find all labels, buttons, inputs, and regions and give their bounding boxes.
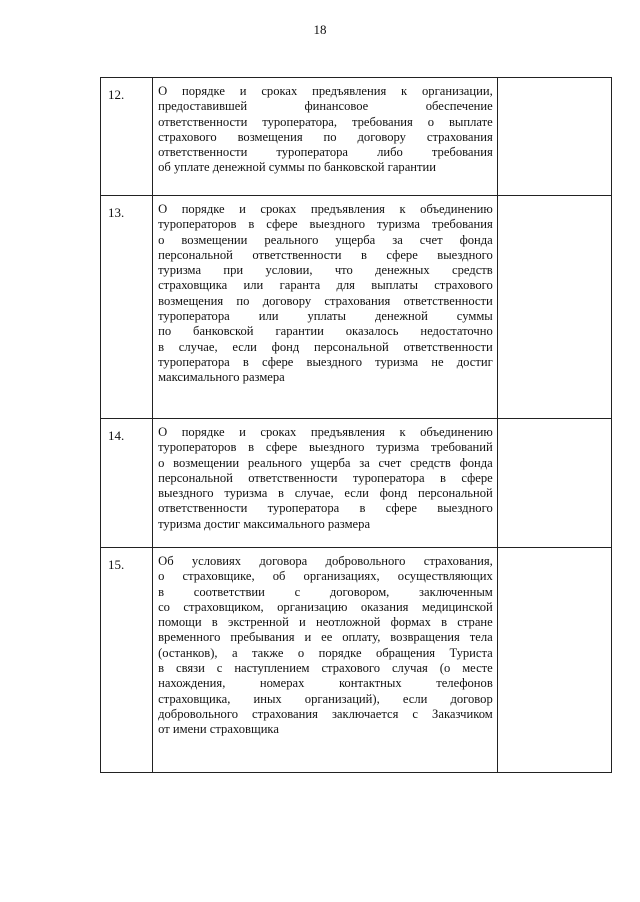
text-line: (останков), а также о порядке обращения Туриста <box>158 645 493 660</box>
text-line: максимального размера <box>158 370 285 385</box>
text-line: помощи в экстренной и неотложной формах в стране <box>158 615 493 630</box>
text-line: страховщика, иных организаций), если договор <box>158 691 493 706</box>
text-line: ответственности туроператора в сфере выездного <box>158 501 493 516</box>
text-line: О порядке и сроках предъявления к объединению <box>158 202 493 216</box>
text-line: персональной ответственности туроператора в сфере <box>158 470 493 485</box>
page-number: 18 <box>313 22 327 37</box>
text-line: предоставившей финансовое обеспечение <box>158 99 493 114</box>
table-row <box>101 548 612 773</box>
text-line: выездного туризма в случае, если фонд персональной <box>158 486 493 501</box>
row-text <box>153 196 498 419</box>
text-line: возмещения по договору страхования ответственности <box>158 293 493 308</box>
row-number: 14. <box>101 419 153 548</box>
text-line: туризма достиг максимального размера <box>158 516 371 531</box>
row-number: 12. <box>101 78 153 196</box>
text-line: ответственности туроператора либо требования <box>158 145 493 160</box>
row-text <box>153 78 498 196</box>
text-line: о страховщике, об организациях, осуществляющих <box>158 569 493 584</box>
document-table <box>100 77 612 773</box>
table-row <box>101 419 612 548</box>
text-line: добровольного страхования заключается с Заказчиком <box>158 706 493 721</box>
row-number: 13. <box>101 196 153 419</box>
table-row <box>101 196 612 419</box>
text-line: со страховщиком, организацию оказания медицинской <box>158 599 493 614</box>
text-line: О порядке и сроках предъявления к организации, <box>158 84 493 98</box>
empty-cell <box>497 196 611 419</box>
text-line: в соответствии с договором, заключенным <box>158 584 493 599</box>
table-row <box>101 78 612 196</box>
text-line: о возмещении реального ущерба за счет фонда <box>158 232 493 247</box>
text-line: туроператоров в сфере выездного туризма требований <box>158 440 493 455</box>
text-line: туроператора в сфере выездного туризма не достиг <box>158 354 493 369</box>
text-line: ответственности туроператора, требования о выплате <box>158 114 493 129</box>
table-body <box>101 78 612 773</box>
empty-cell <box>497 419 611 548</box>
text-line: нахождения, номерах контактных телефонов <box>158 676 493 691</box>
empty-cell <box>497 78 611 196</box>
text-line: от имени страховщика <box>158 722 279 737</box>
text-line: страховщика или гаранта для выплаты страхового <box>158 278 493 293</box>
row-number: 15. <box>101 548 153 773</box>
text-line: О порядке и сроках предъявления к объединению <box>158 425 493 439</box>
text-line: об уплате денежной суммы по банковской гарантии <box>158 160 437 175</box>
text-line: персональной ответственности в сфере выездного <box>158 247 493 262</box>
row-text <box>153 419 498 548</box>
text-line: о возмещении реального ущерба за счет средств фонда <box>158 455 493 470</box>
text-line: туроператора или уплаты денежной суммы <box>158 309 493 324</box>
text-line: страхового возмещения по договору страхования <box>158 129 493 144</box>
text-line: временного пребывания и ее оплату, возвращения тела <box>158 630 493 645</box>
empty-cell <box>497 548 611 773</box>
text-line: туризма при условии, что денежных средств <box>158 263 493 278</box>
text-line: туроператоров в сфере выездного туризма требования <box>158 217 493 232</box>
text-line: по банковской гарантии оказалось недостаточно <box>158 324 493 339</box>
text-line: Об условиях договора добровольного страхования, <box>158 554 493 568</box>
text-line: в случае, если фонд персональной ответственности <box>158 339 493 354</box>
text-line: в связи с наступлением страхового случая (о месте <box>158 661 493 676</box>
row-text <box>153 548 498 773</box>
